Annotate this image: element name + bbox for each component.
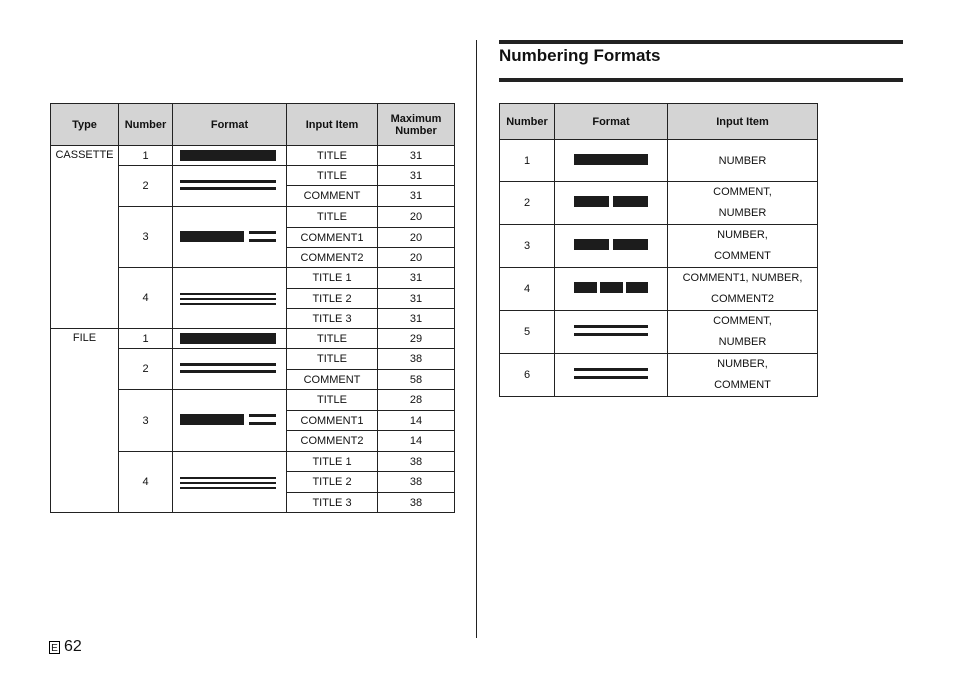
table-row — [500, 182, 818, 225]
column-divider — [476, 40, 477, 638]
language-marker: E — [49, 641, 60, 654]
format-two-bars — [555, 225, 668, 268]
input-cell: COMMENT1, NUMBER, COMMENT2 — [668, 268, 818, 311]
format-single-bar — [555, 140, 668, 182]
number-cell: 3 — [119, 390, 173, 452]
header-maximum-number: Maximum Number — [378, 104, 455, 146]
number-cell: 2 — [119, 349, 173, 390]
number-cell: 1 — [500, 140, 555, 182]
input-cell: NUMBER, COMMENT — [668, 225, 818, 268]
number-cell: 1 — [119, 146, 173, 166]
format-two-lines — [173, 166, 287, 207]
format-bar-and-lines — [173, 207, 287, 268]
max-cell: 31 — [378, 289, 455, 309]
format-two-lines — [555, 311, 668, 354]
input-cell: TITLE — [287, 146, 378, 166]
input-cell: COMMENT1 — [287, 411, 378, 431]
max-cell: 38 — [378, 493, 455, 513]
header-format: Format — [555, 104, 668, 140]
number-cell: 4 — [500, 268, 555, 311]
max-cell: 14 — [378, 411, 455, 431]
input-cell: TITLE 2 — [287, 289, 378, 309]
input-cell: TITLE 1 — [287, 452, 378, 472]
table-row — [51, 329, 455, 349]
max-cell: 31 — [378, 309, 455, 329]
format-three-lines — [173, 452, 287, 513]
input-cell: TITLE — [287, 166, 378, 186]
max-cell: 31 — [378, 146, 455, 166]
max-cell: 29 — [378, 329, 455, 349]
input-cell: TITLE — [287, 329, 378, 349]
number-cell: 1 — [119, 329, 173, 349]
type-cell: FILE — [51, 329, 119, 513]
input-cell: TITLE — [287, 390, 378, 411]
max-cell: 20 — [378, 248, 455, 268]
max-cell: 38 — [378, 349, 455, 370]
max-cell: 31 — [378, 268, 455, 289]
table-row — [500, 225, 818, 268]
table-row — [500, 140, 818, 182]
format-two-bars — [555, 182, 668, 225]
number-cell: 4 — [119, 452, 173, 513]
table-row — [500, 354, 818, 397]
input-cell: TITLE — [287, 349, 378, 370]
header-number: Number — [119, 104, 173, 146]
header-input-item: Input Item — [668, 104, 818, 140]
input-cell: TITLE 3 — [287, 493, 378, 513]
format-two-lines — [555, 354, 668, 397]
header-format: Format — [173, 104, 287, 146]
table-row — [51, 146, 455, 166]
max-cell: 58 — [378, 370, 455, 390]
input-cell: TITLE — [287, 207, 378, 228]
page-number: 62 — [64, 638, 82, 655]
table-row — [500, 268, 818, 311]
section-rule-top — [499, 40, 903, 44]
max-cell: 38 — [378, 452, 455, 472]
max-cell: 14 — [378, 431, 455, 452]
header-number: Number — [500, 104, 555, 140]
max-cell: 20 — [378, 228, 455, 248]
header-input-item: Input Item — [287, 104, 378, 146]
max-cell: 20 — [378, 207, 455, 228]
input-cell: COMMENT, NUMBER — [668, 311, 818, 354]
table-row — [500, 311, 818, 354]
input-cell: COMMENT — [287, 370, 378, 390]
max-cell: 31 — [378, 166, 455, 186]
max-cell: 38 — [378, 472, 455, 493]
input-cell: TITLE 3 — [287, 309, 378, 329]
number-cell: 3 — [500, 225, 555, 268]
numbering-formats-table — [499, 103, 818, 397]
format-bar-and-lines — [173, 390, 287, 452]
section-title: Numbering Formats — [499, 46, 661, 65]
input-cell: NUMBER — [668, 140, 818, 182]
input-cell: COMMENT2 — [287, 431, 378, 452]
cassette-file-format-table — [50, 103, 455, 513]
format-three-bars — [555, 268, 668, 311]
input-cell: COMMENT — [287, 186, 378, 207]
input-cell: TITLE 1 — [287, 268, 378, 289]
header-type: Type — [51, 104, 119, 146]
type-cell: CASSETTE — [51, 146, 119, 329]
input-cell: COMMENT2 — [287, 248, 378, 268]
input-cell: COMMENT, NUMBER — [668, 182, 818, 225]
input-cell: TITLE 2 — [287, 472, 378, 493]
number-cell: 3 — [119, 207, 173, 268]
number-cell: 2 — [119, 166, 173, 207]
input-cell: NUMBER, COMMENT — [668, 354, 818, 397]
max-cell: 28 — [378, 390, 455, 411]
section-rule-bottom — [499, 78, 903, 82]
page-footer — [49, 638, 82, 656]
max-cell: 31 — [378, 186, 455, 207]
format-single-bar — [173, 329, 287, 349]
number-cell: 5 — [500, 311, 555, 354]
format-three-lines — [173, 268, 287, 329]
format-two-lines — [173, 349, 287, 390]
number-cell: 2 — [500, 182, 555, 225]
format-single-bar — [173, 146, 287, 166]
input-cell: COMMENT1 — [287, 228, 378, 248]
number-cell: 4 — [119, 268, 173, 329]
number-cell: 6 — [500, 354, 555, 397]
